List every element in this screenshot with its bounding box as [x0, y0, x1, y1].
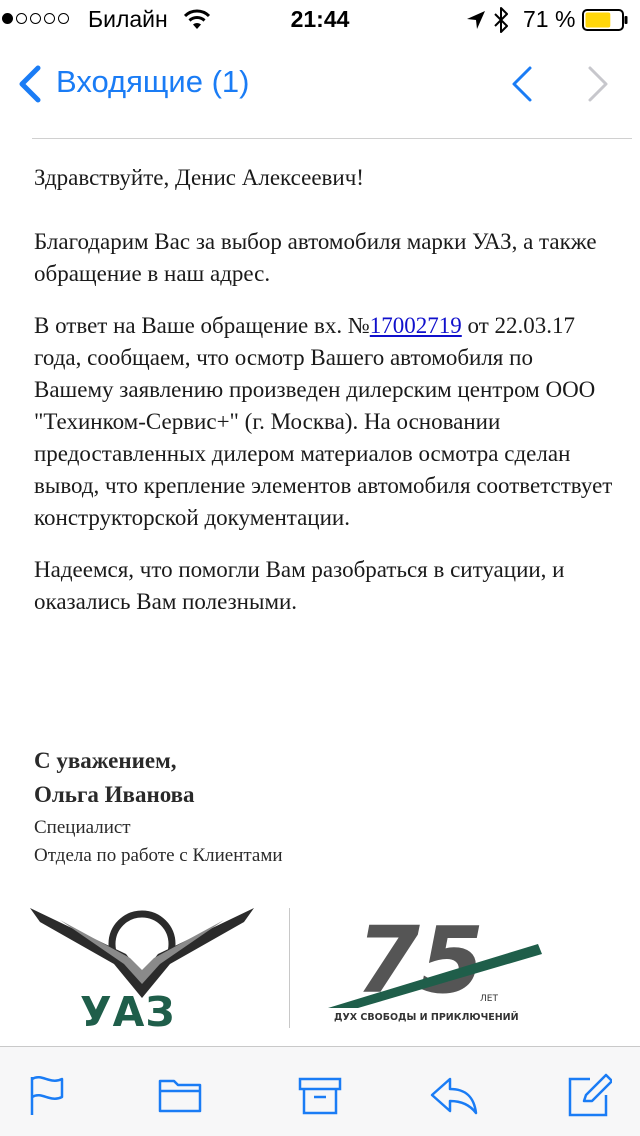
signature-closing: С уважением, [34, 748, 177, 773]
anniversary-slogan: ДУХ СВОБОДЫ И ПРИКЛЮЧЕНИЙ [334, 1012, 519, 1023]
battery-percent: 71 % [523, 6, 576, 32]
paragraph-thanks: Благодарим Вас за выбор автомобиля марки УАЗ, а также обращение в наш адрес. [34, 229, 597, 286]
bottom-toolbar [0, 1046, 640, 1136]
uaz-logo-text: УАЗ [80, 988, 176, 1036]
greeting: Здравствуйте, Денис Алексеевич! [34, 165, 364, 190]
back-button-label[interactable]: Входящие (1) [56, 64, 250, 99]
carrier-name: Билайн [88, 6, 168, 32]
archive-icon[interactable] [298, 1073, 342, 1117]
anniversary-75-logo [328, 908, 548, 1024]
compose-icon[interactable] [568, 1073, 612, 1117]
signature-position: Специалист [34, 817, 131, 838]
reply-icon[interactable] [428, 1073, 478, 1117]
header-divider [32, 138, 632, 139]
chevron-left-icon[interactable] [16, 64, 44, 104]
logo-divider [289, 908, 290, 1028]
signature-department: Отдела по работе с Клиентами [34, 845, 283, 866]
signature-logos [30, 898, 630, 1034]
bluetooth-icon [493, 7, 509, 33]
location-arrow-icon [466, 10, 486, 30]
paragraph-response-start: В ответ на Ваше обращение вх. № [34, 313, 370, 338]
flag-icon[interactable] [26, 1073, 70, 1117]
ticket-number-link[interactable]: 17002719 [369, 313, 462, 338]
paragraph-closing: Надеемся, что помогли Вам разобраться в ситуации, и оказались Вам полезными. [34, 557, 565, 614]
signature-name: Ольга Иванова [34, 782, 195, 807]
navigation-bar [0, 40, 640, 128]
signature [34, 744, 594, 870]
previous-message-button[interactable] [510, 64, 534, 104]
paragraph-response [34, 310, 614, 534]
clock: 21:44 [290, 6, 350, 32]
status-bar [0, 0, 640, 40]
anniversary-number: 75 [356, 908, 485, 1014]
email-body [34, 162, 614, 638]
paragraph-response-rest: от 22.03.17 года, сообщаем, что осмотр Вашего автомобиля по Вашему заявлению произведен дилерским центром ООО "Техинком-Сервис+" (г. Москва). На основании предоставленных дилером материалов осмотра сделан вывод, что крепление элементов автомобиля соответствует конструкторской документации. [34, 313, 613, 530]
anniversary-years-label: ЛЕТ [480, 994, 498, 1004]
battery-icon [582, 9, 628, 31]
next-message-button[interactable] [586, 64, 610, 104]
folder-icon[interactable] [158, 1073, 202, 1117]
